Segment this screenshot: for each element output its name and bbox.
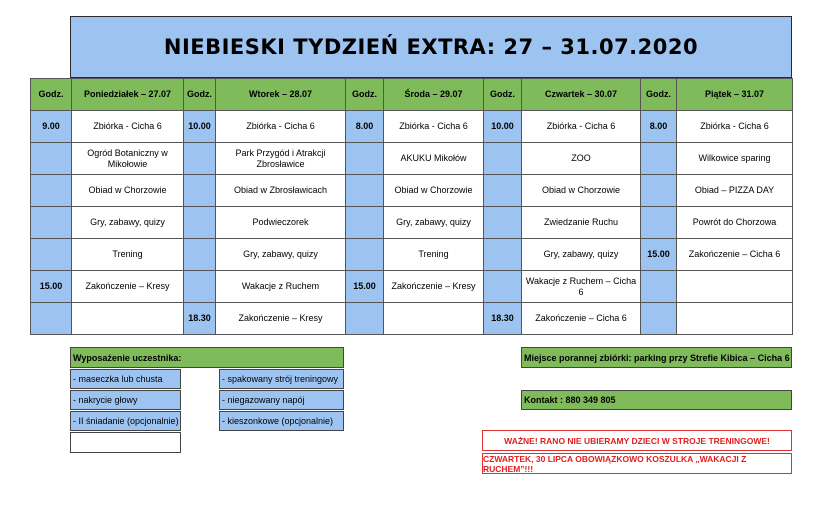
activity-cell <box>677 303 793 335</box>
hour-cell: 18.30 <box>484 303 522 335</box>
hour-cell <box>484 271 522 303</box>
hour-cell <box>346 175 384 207</box>
activity-cell: Zakończenie – Kresy <box>384 271 484 303</box>
activity-cell: Gry, zabawy, quizy <box>72 207 184 239</box>
schedule-header-row <box>31 79 793 111</box>
header-day: Wtorek – 28.07 <box>216 79 346 111</box>
activity-cell: Trening <box>384 239 484 271</box>
activity-cell <box>677 271 793 303</box>
activity-cell: Wakacje z Ruchem <box>216 271 346 303</box>
activity-cell <box>384 303 484 335</box>
hour-cell <box>31 303 72 335</box>
hour-cell: 9.00 <box>31 111 72 143</box>
hour-cell <box>31 239 72 271</box>
activity-cell: Zbiórka - Cicha 6 <box>384 111 484 143</box>
hour-cell: 10.00 <box>484 111 522 143</box>
hour-cell <box>184 143 216 175</box>
schedule-table <box>30 78 793 335</box>
activity-cell: Zwiedzanie Ruchu <box>522 207 641 239</box>
hour-cell: 15.00 <box>346 271 384 303</box>
hour-cell <box>641 303 677 335</box>
activity-cell: Zakończenie – Kresy <box>72 271 184 303</box>
header-hour: Godz. <box>31 79 72 111</box>
warning-thursday-shirt: CZWARTEK, 30 LIPCA OBOWIĄZKOWO KOSZULKA „WAKACJI Z RUCHEM”!!! <box>482 453 792 474</box>
activity-cell: AKUKU Mikołów <box>384 143 484 175</box>
activity-cell: Podwieczorek <box>216 207 346 239</box>
equipment-item: - spakowany strój treningowy <box>219 369 344 389</box>
page-title: NIEBIESKI TYDZIEŃ EXTRA: 27 – 31.07.2020 <box>163 35 699 59</box>
hour-cell <box>346 303 384 335</box>
activity-cell: Zakończenie – Cicha 6 <box>677 239 793 271</box>
header-day: Piątek – 31.07 <box>677 79 793 111</box>
activity-cell: Park Przygód i Atrakcji Zbrosławice <box>216 143 346 175</box>
hour-cell: 8.00 <box>346 111 384 143</box>
activity-cell: Zakończenie – Cicha 6 <box>522 303 641 335</box>
hour-cell <box>31 175 72 207</box>
hour-cell <box>184 207 216 239</box>
header-hour: Godz. <box>484 79 522 111</box>
hour-cell: 10.00 <box>184 111 216 143</box>
header-day: Środa – 29.07 <box>384 79 484 111</box>
activity-cell: Obiad w Chorzowie <box>72 175 184 207</box>
activity-cell: Ogród Botaniczny w Mikołowie <box>72 143 184 175</box>
header-day: Czwartek – 30.07 <box>522 79 641 111</box>
table-row <box>31 111 793 143</box>
hour-cell <box>184 239 216 271</box>
activity-cell: Obiad w Zbrosławicach <box>216 175 346 207</box>
hour-cell <box>184 175 216 207</box>
table-row <box>31 239 793 271</box>
hour-cell: 8.00 <box>641 111 677 143</box>
equipment-item: - kieszonkowe (opcjonalnie) <box>219 411 344 431</box>
equipment-header: Wyposażenie uczestnika: <box>70 347 344 368</box>
activity-cell: Trening <box>72 239 184 271</box>
activity-cell: Zakończenie – Kresy <box>216 303 346 335</box>
activity-cell: Wilkowice sparing <box>677 143 793 175</box>
activity-cell: Wakacje z Ruchem – Cicha 6 <box>522 271 641 303</box>
hour-cell <box>641 143 677 175</box>
table-row <box>31 143 793 175</box>
activity-cell: Obiad – PIZZA DAY <box>677 175 793 207</box>
title-banner <box>70 16 792 78</box>
warning-training-clothes: WAŻNE! RANO NIE UBIERAMY DZIECI W STROJE TRENINGOWE! <box>482 430 792 451</box>
activity-cell: Zbiórka - Cicha 6 <box>677 111 793 143</box>
contact-info: Kontakt : 880 349 805 <box>521 390 792 410</box>
hour-cell <box>346 239 384 271</box>
hour-cell <box>641 175 677 207</box>
activity-cell: Gry, zabawy, quizy <box>216 239 346 271</box>
hour-cell <box>484 143 522 175</box>
table-row <box>31 303 793 335</box>
hour-cell <box>31 207 72 239</box>
hour-cell <box>484 207 522 239</box>
hour-cell <box>641 207 677 239</box>
header-hour: Godz. <box>184 79 216 111</box>
hour-cell: 15.00 <box>31 271 72 303</box>
activity-cell: ZOO <box>522 143 641 175</box>
meeting-place: Miejsce porannej zbiórki: parking przy Strefie Kibica – Cicha 6 <box>521 347 792 368</box>
header-day: Poniedziałek – 27.07 <box>72 79 184 111</box>
activity-cell: Zbiórka - Cicha 6 <box>216 111 346 143</box>
table-row <box>31 271 793 303</box>
hour-cell <box>346 207 384 239</box>
header-hour: Godz. <box>641 79 677 111</box>
hour-cell: 15.00 <box>641 239 677 271</box>
activity-cell <box>72 303 184 335</box>
table-row <box>31 207 793 239</box>
activity-cell: Powrót do Chorzowa <box>677 207 793 239</box>
activity-cell: Gry, zabawy, quizy <box>384 207 484 239</box>
activity-cell: Zbiórka - Cicha 6 <box>72 111 184 143</box>
activity-cell: Obiad w Chorzowie <box>384 175 484 207</box>
equipment-item: - nakrycie głowy <box>70 390 181 410</box>
hour-cell <box>484 175 522 207</box>
equipment-item: - niegazowany napój <box>219 390 344 410</box>
hour-cell <box>31 143 72 175</box>
hour-cell <box>184 271 216 303</box>
header-hour: Godz. <box>346 79 384 111</box>
equipment-item: - maseczka lub chusta <box>70 369 181 389</box>
hour-cell <box>484 239 522 271</box>
activity-cell: Zbiórka - Cicha 6 <box>522 111 641 143</box>
activity-cell: Gry, zabawy, quizy <box>522 239 641 271</box>
activity-cell: Obiad w Chorzowie <box>522 175 641 207</box>
equipment-empty-cell <box>70 432 181 453</box>
equipment-item: - II śniadanie (opcjonalnie) <box>70 411 181 431</box>
table-row <box>31 175 793 207</box>
hour-cell <box>346 143 384 175</box>
hour-cell <box>641 271 677 303</box>
hour-cell: 18.30 <box>184 303 216 335</box>
